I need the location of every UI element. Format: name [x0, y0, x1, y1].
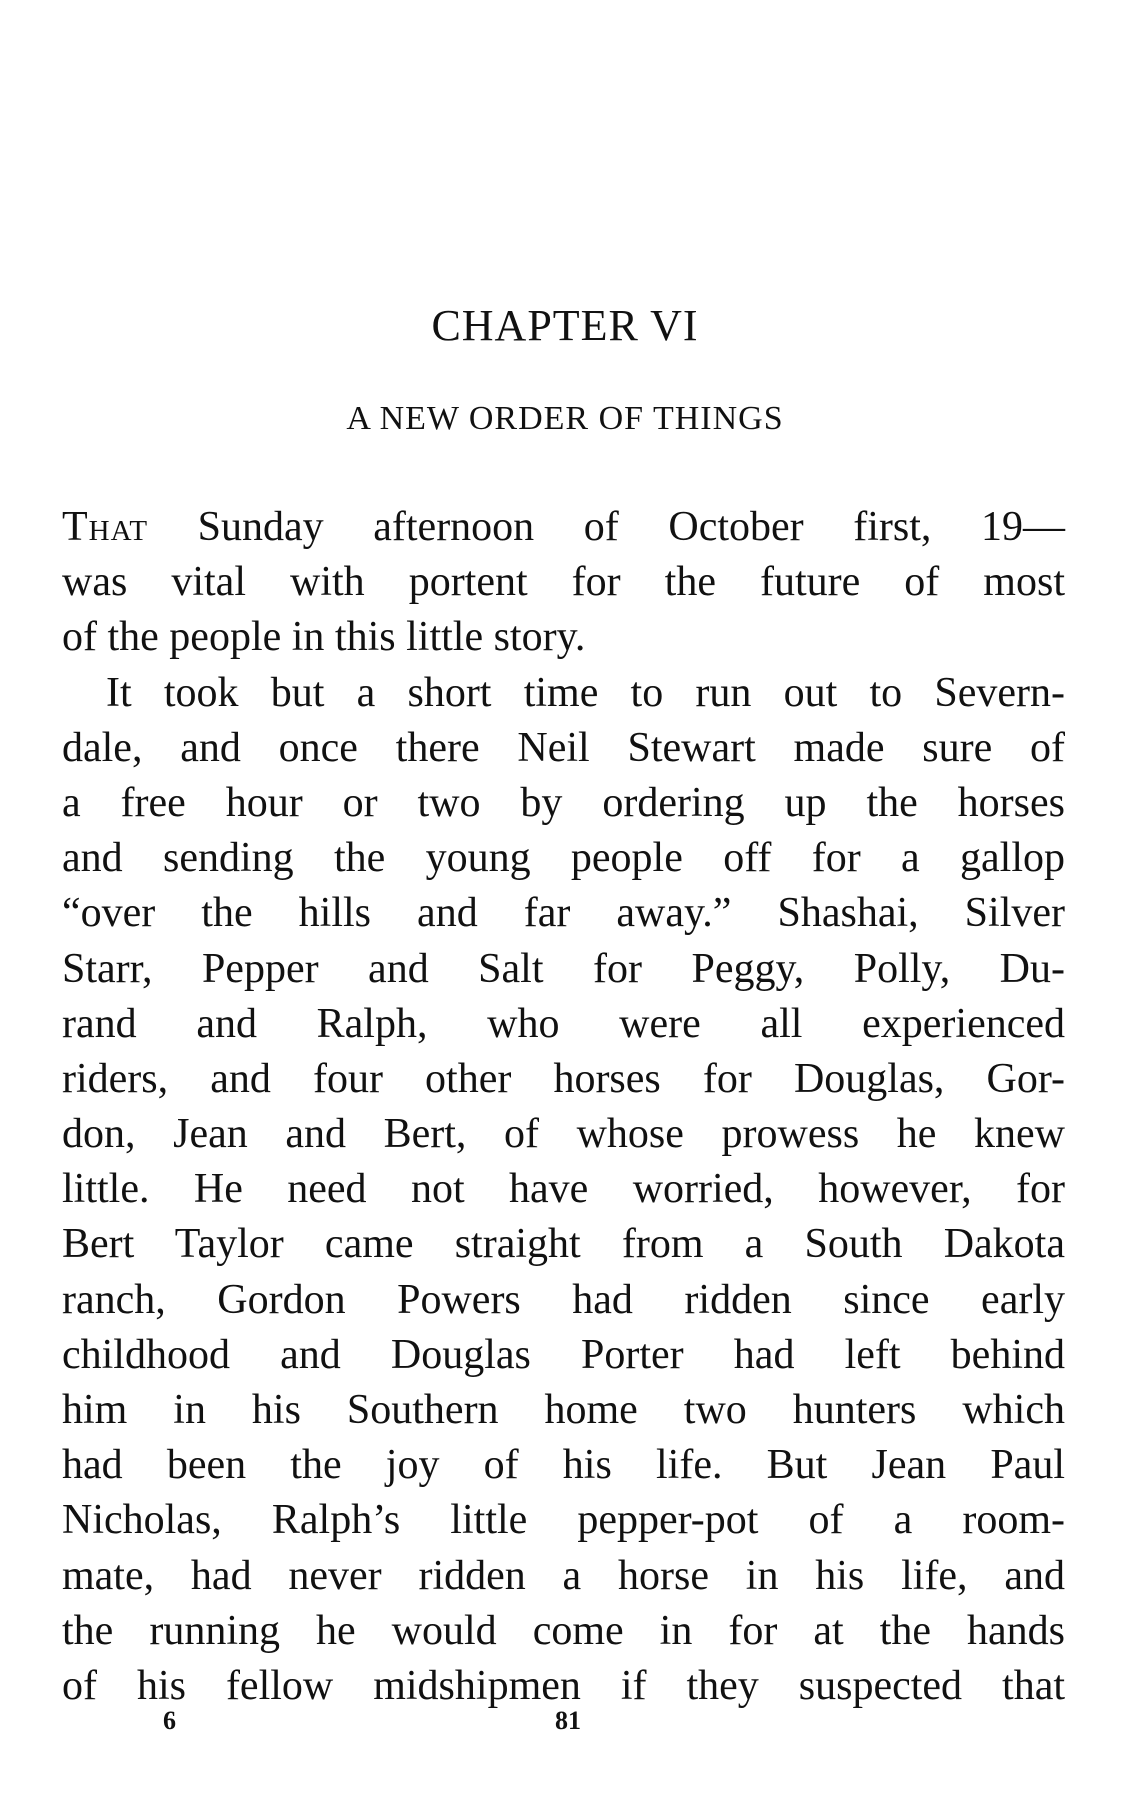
- page-number: 81: [555, 1706, 581, 1735]
- text-line: dale, and once there Neil Stewart made sure of: [62, 724, 1065, 771]
- text-line: mate, had never ridden a horse in his life, and: [62, 1552, 1065, 1599]
- text-line: the running he would come in for at the hands: [62, 1607, 1065, 1654]
- text-line: riders, and four other horses for Douglas, Gor-: [62, 1055, 1065, 1102]
- text-line: Nicholas, Ralph’s little pepper-pot of a room-: [62, 1497, 1065, 1544]
- text-line: childhood and Douglas Porter had left behind: [62, 1331, 1065, 1378]
- text-line: It took but a short time to run out to Severn-: [106, 669, 1065, 716]
- text-line: of his fellow midshipmen if they suspected that: [62, 1662, 1065, 1709]
- text-line: and sending the young people off for a gallop: [62, 835, 1065, 882]
- paragraph-lead-word: That: [62, 504, 149, 550]
- signature-mark: 6: [163, 1706, 176, 1735]
- text-line: of the people in this little story.: [62, 614, 586, 661]
- text-line: Starr, Pepper and Salt for Peggy, Polly, Du-: [62, 945, 1065, 992]
- text-line-content: Sunday afternoon of October first, 19—: [148, 504, 1065, 550]
- chapter-title: CHAPTER VI: [431, 301, 699, 350]
- text-line: don, Jean and Bert, of whose prowess he knew: [62, 1111, 1065, 1158]
- text-line: rand and Ralph, who were all experienced: [62, 1000, 1065, 1047]
- text-line: “over the hills and far away.” Shashai, Silver: [62, 890, 1065, 937]
- page-footer: [0, 1706, 1130, 1746]
- text-line: little. He need not have worried, however, for: [62, 1166, 1065, 1213]
- chapter-subtitle: A NEW ORDER OF THINGS: [346, 400, 784, 437]
- text-line: a free hour or two by ordering up the horses: [62, 779, 1065, 826]
- text-line: [62, 500, 1065, 555]
- text-line: was vital with portent for the future of most: [62, 559, 1065, 606]
- text-line: had been the joy of his life. But Jean Paul: [62, 1442, 1065, 1489]
- text-line: ranch, Gordon Powers had ridden since early: [62, 1276, 1065, 1323]
- text-line: him in his Southern home two hunters which: [62, 1387, 1065, 1433]
- body-text: [62, 500, 1065, 1714]
- text-line: Bert Taylor came straight from a South Dakota: [62, 1221, 1065, 1268]
